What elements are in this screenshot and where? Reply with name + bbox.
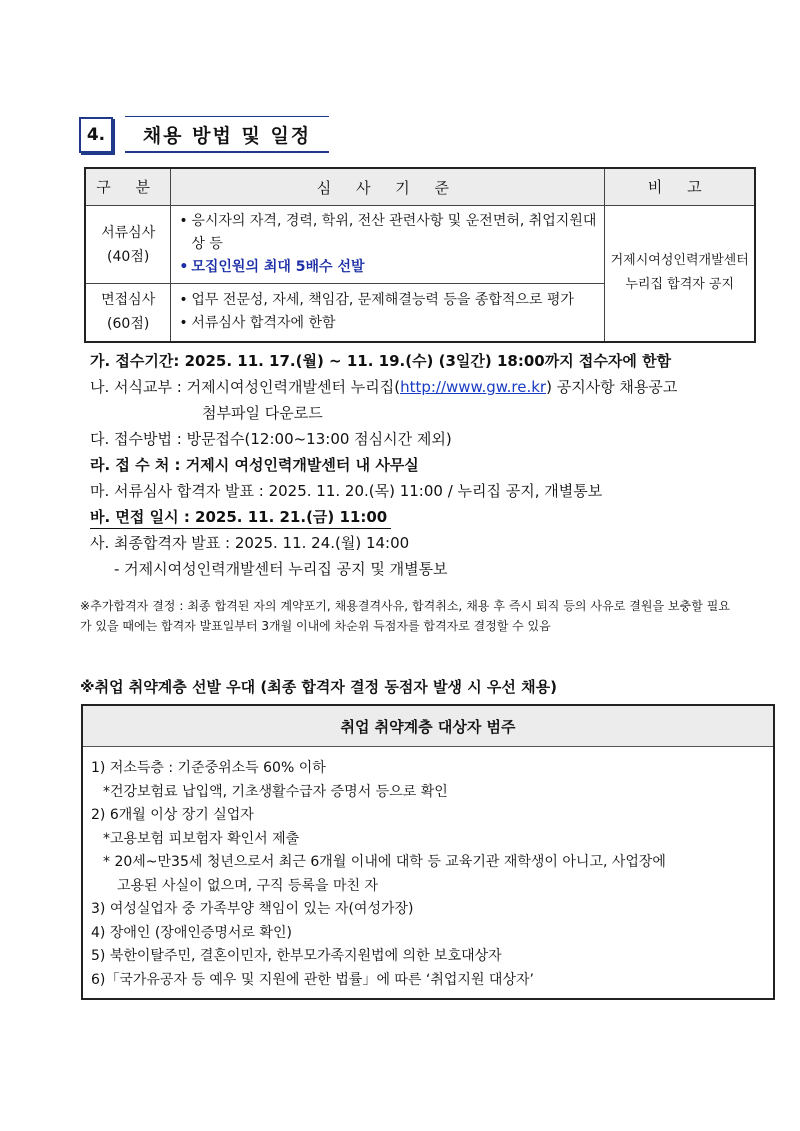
additional-pass-note: ※추가합격자 결정 : 최종 합격된 자의 계약포기, 채용결격사유, 합격취소, 채용 후 즉시 퇴직 등의 사유로 결원을 보충할 필요가 있을 때에는 합격자 발표일부터 3개월 이내에 차순위 득점자를 합격자로 결정할 수 있음 — [80, 599, 730, 633]
criteria-item: • 서류심사 합격자에 한함 — [177, 312, 598, 335]
list-item: 3) 여성실업자 중 가족부양 책임이 있는 자(여성가장) — [91, 901, 414, 917]
info-line-forms — [90, 374, 770, 400]
box-title: 취업 취약계층 대상자 범주 — [83, 706, 773, 747]
list-item: 고용된 사실이 없으며, 구직 등록을 마친 자 — [117, 877, 379, 894]
category-score: (40점) — [107, 248, 150, 265]
table-header-row — [85, 168, 755, 206]
list-item: 2) 6개월 이상 장기 실업자 — [91, 807, 254, 823]
header-criteria: 심 사 기 준 — [171, 168, 605, 206]
list-item: * 20세~만35세 청년으로서 최근 6개월 이내에 대학 등 교육기관 재학생이 아니고, 사업장에 — [103, 854, 666, 870]
note-line: 거제시여성인력개발센터 — [610, 253, 749, 269]
section-number: 4. — [79, 117, 113, 153]
interview-text: 바. 면접 일시 : 2025. 11. 21.(금) 11:00 — [90, 506, 391, 529]
criteria-item-highlight: • 모집인원의 최대 5배수 선발 — [177, 256, 598, 279]
header-category: 구 분 — [85, 168, 171, 206]
info-line-place: 라. 접 수 처 : 거제시 여성인력개발센터 내 사무실 — [90, 456, 419, 474]
section-title: 채용 방법 및 일정 — [125, 116, 329, 153]
preference-heading: ※취업 취약계층 선발 우대 (최종 합격자 결정 동점자 발생 시 우선 채용) — [80, 678, 557, 696]
criteria-table — [84, 167, 756, 343]
category-cell — [85, 284, 171, 342]
note-cell — [605, 206, 755, 342]
box-body — [83, 747, 773, 992]
note-line: 누리집 합격자 공지 — [625, 277, 735, 293]
category-label: 면접심사 — [101, 292, 156, 309]
list-item: 5) 북한이탈주민, 결혼이민자, 한부모가족지원법에 의한 보호대상자 — [91, 948, 502, 964]
info-text: ) 공지사항 채용공고 — [546, 378, 678, 396]
criteria-cell — [171, 206, 605, 284]
list-item: 6)「국가유공자 등 예우 및 지원에 관한 법률」에 따른 ‘취업지원 대상자’ — [91, 971, 534, 988]
info-line-final: 사. 최종합격자 발표 : 2025. 11. 24.(월) 14:00 — [90, 534, 410, 552]
info-line-method: 다. 접수방법 : 방문접수(12:00~13:00 점심시간 제외) — [90, 430, 452, 448]
category-cell — [85, 206, 171, 284]
info-line-doc-result: 마. 서류심사 합격자 발표 : 2025. 11. 20.(목) 11:00 / 누리집 공지, 개별통보 — [90, 482, 603, 500]
criteria-item: • 업무 전문성, 자세, 책임감, 문제해결능력 등을 종합적으로 평가 — [177, 289, 598, 312]
vulnerable-groups-box — [81, 704, 775, 1000]
list-item: *고용보험 피보험자 확인서 제출 — [103, 830, 300, 847]
criteria-item: • 응시자의 자격, 경력, 학위, 전산 관련사항 및 운전면허, 취업지원대상 등 — [177, 210, 598, 256]
category-score: (60점) — [107, 316, 150, 333]
table-row — [85, 206, 755, 284]
schedule-info — [90, 348, 770, 582]
website-link[interactable]: http://www.gw.re.kr — [400, 378, 547, 396]
header-note: 비 고 — [605, 168, 755, 206]
list-item: 4) 장애인 (장애인증명서로 확인) — [91, 924, 292, 941]
info-line-period: 가. 접수기간: 2025. 11. 17.(월) ~ 11. 19.(수) (3일간) 18:00까지 접수자에 한함 — [90, 352, 672, 370]
info-line-forms-cont: 첨부파일 다운로드 — [202, 404, 323, 422]
category-label: 서류심사 — [101, 224, 156, 241]
info-text: 나. 서식교부 : 거제시여성인력개발센터 누리집( — [90, 378, 401, 396]
criteria-cell — [171, 284, 605, 342]
section-header — [79, 113, 329, 153]
list-item: *건강보험료 납입액, 기초생활수급자 증명서 등으로 확인 — [103, 783, 448, 800]
info-line-final-cont: - 거제시여성인력개발센터 누리집 공지 및 개별통보 — [114, 560, 448, 578]
info-line-interview — [90, 504, 770, 530]
list-item: 1) 저소득층 : 기준중위소득 60% 이하 — [91, 760, 326, 776]
